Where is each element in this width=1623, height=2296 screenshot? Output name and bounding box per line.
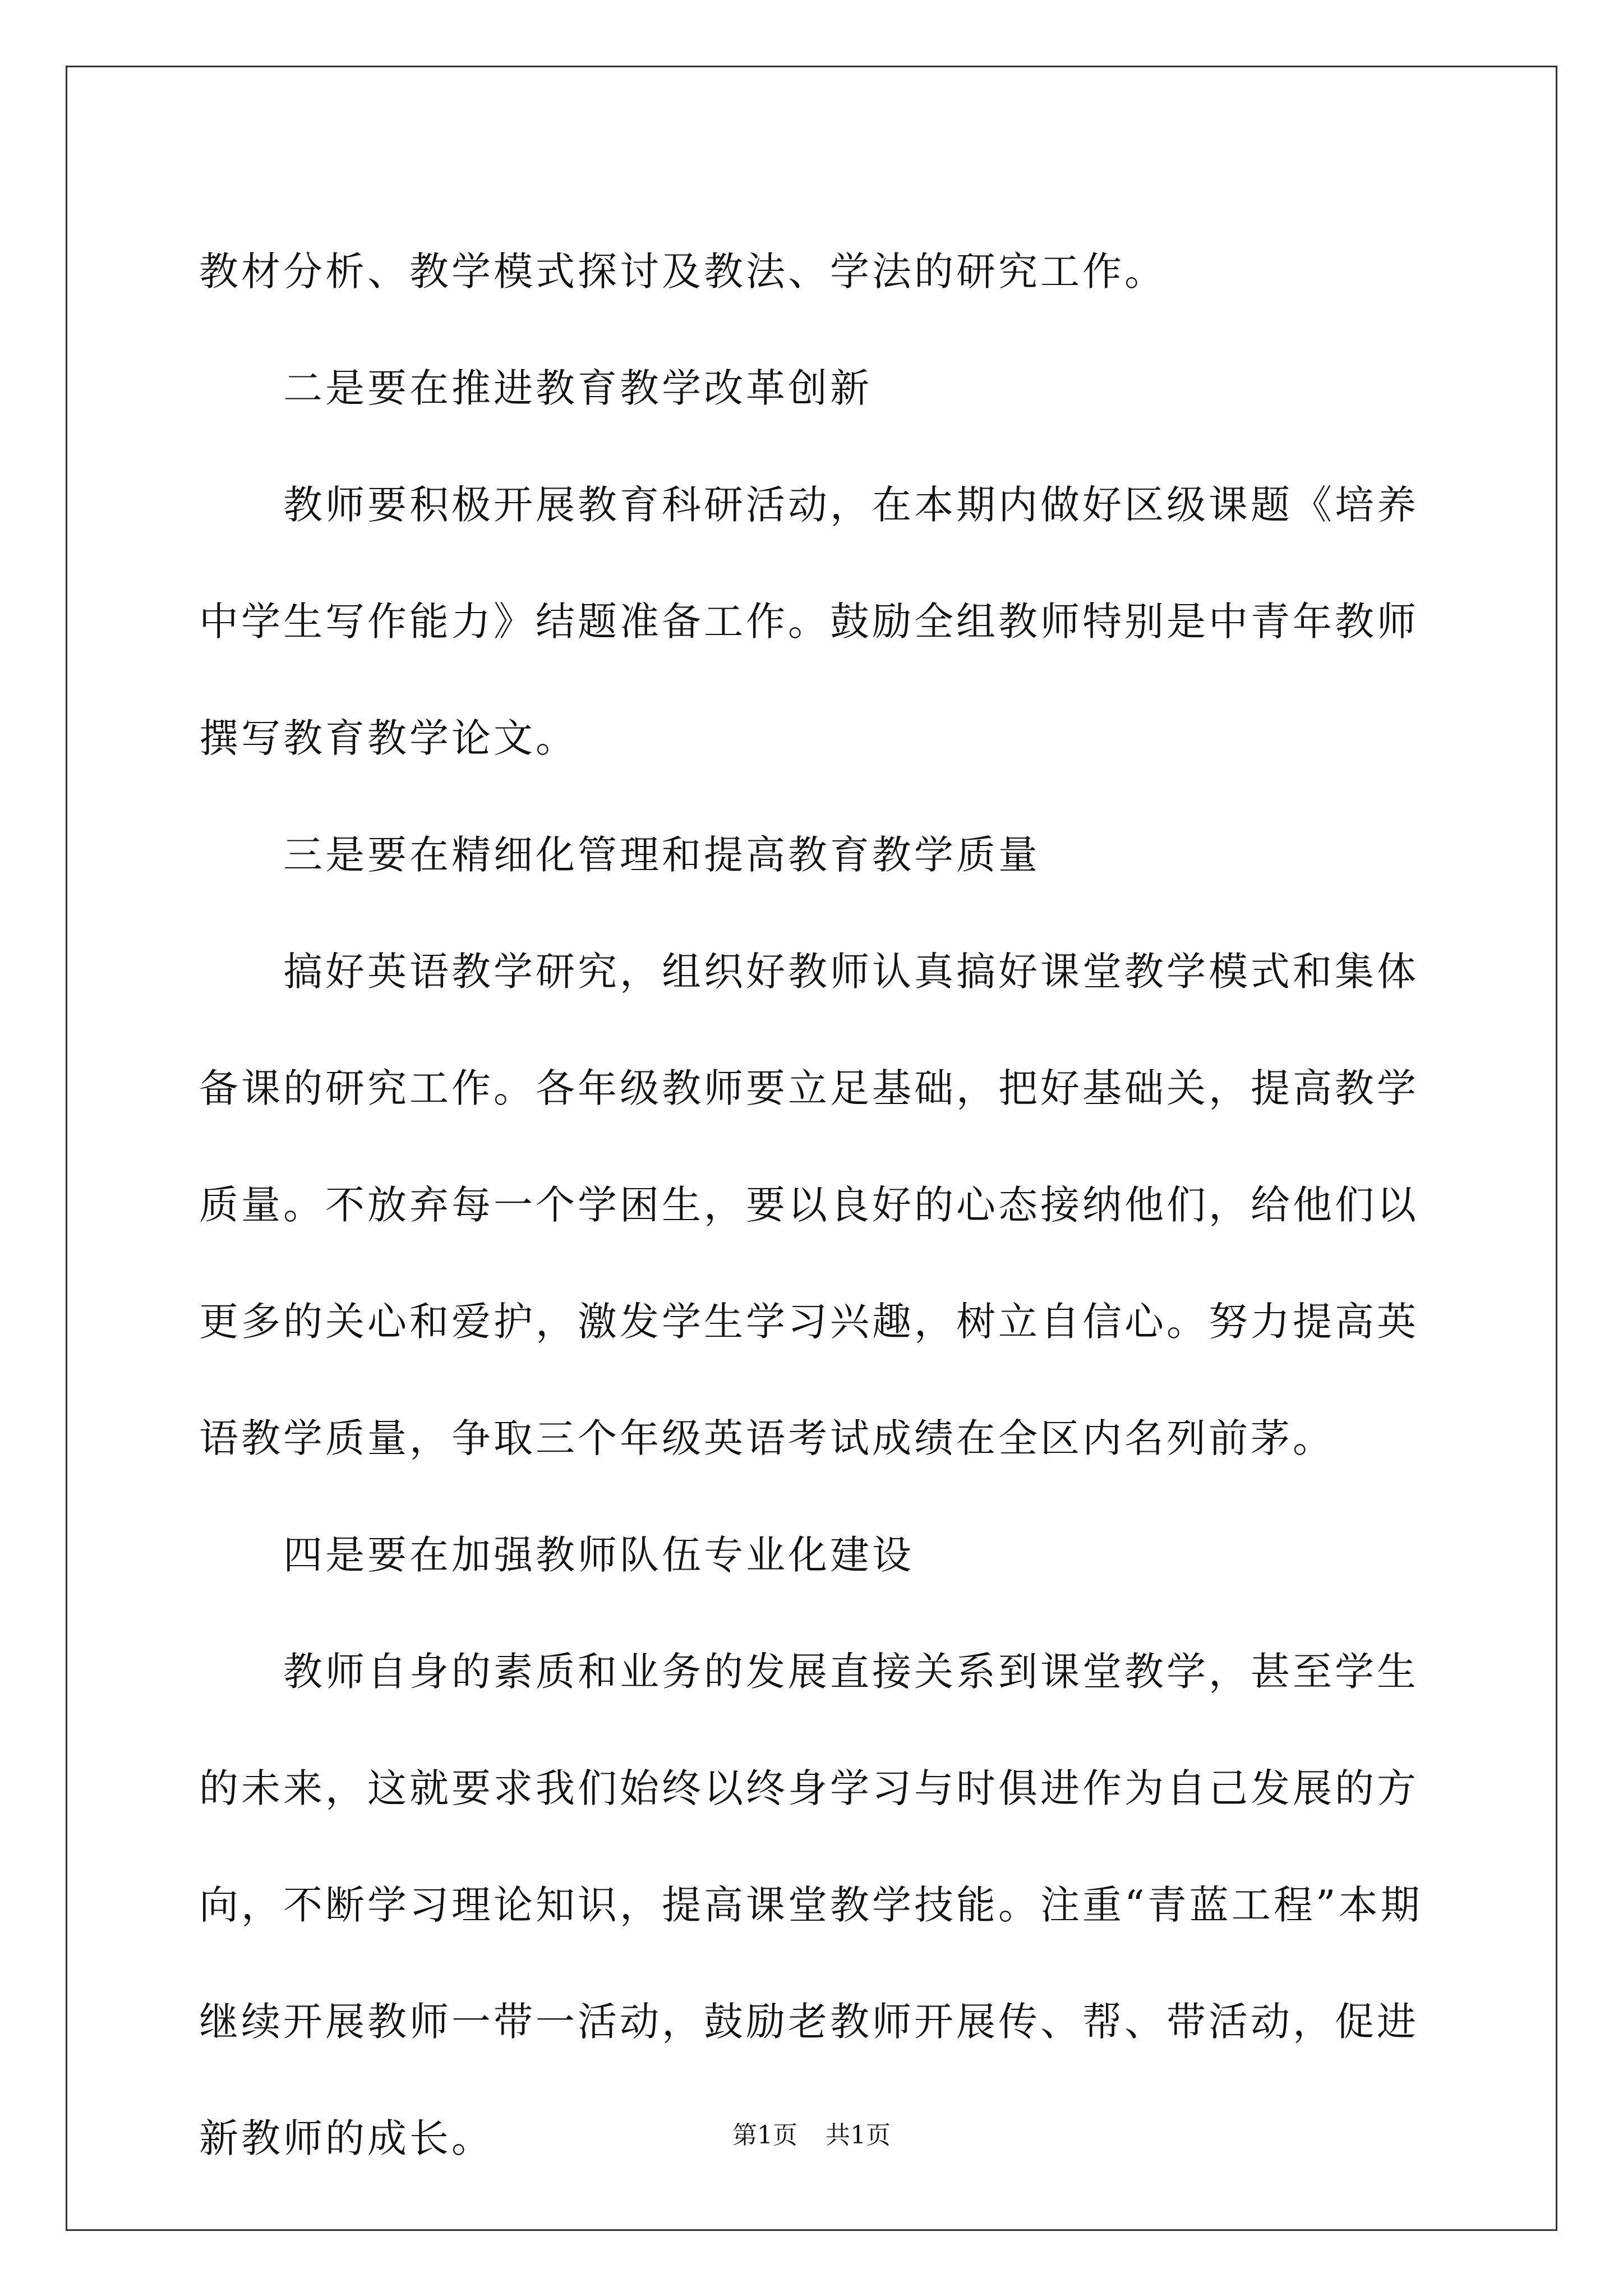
page-number: 第1页 — [732, 2121, 797, 2150]
paragraph-continuation: 教材分析、教学模式探讨及教法、学法的研究工作。 — [199, 249, 1166, 295]
section-heading-team: 四是要在加强教师队伍专业化建设 — [283, 1532, 914, 1578]
page-total: 共1页 — [826, 2121, 891, 2150]
paragraph-teacher-development: 教师自身的素质和业务的发展直接关系到课堂教学，甚至学生的未来，这就要求我们始终以终身学习与时俱进作为自己发展的方向，不断学习理论知识，提高课堂教学技能。注重“青蓝工程”本期继续开展教师一带一活动，鼓励老教师开展传、帮、带活动，促进新教师的成长。 — [199, 1649, 1423, 2161]
page-footer — [0, 2115, 1623, 2151]
paragraph-research: 教师要积极开展教育科研活动，在本期内做好区级课题《培养中学生写作能力》结题准备工作。鼓励全组教师特别是中青年教师撰写教育教学论文。 — [199, 482, 1419, 761]
section-heading-quality: 三是要在精细化管理和提高教育教学质量 — [283, 832, 1040, 878]
document-body — [199, 213, 1433, 2197]
paragraph-english-teaching: 搞好英语教学研究，组织好教师认真搞好课堂教学模式和集体备课的研究工作。各年级教师要立足基础，把好基础关，提高教学质量。不放弃每一个学困生，要以良好的心态接纳他们，给他们以更多的关心和爱护，激发学生学习兴趣，树立自信心。努力提高英语教学质量，争取三个年级英语考试成绩在全区内名列前茅。 — [199, 949, 1419, 1461]
section-heading-reform: 二是要在推进教育教学改革创新 — [283, 365, 872, 411]
